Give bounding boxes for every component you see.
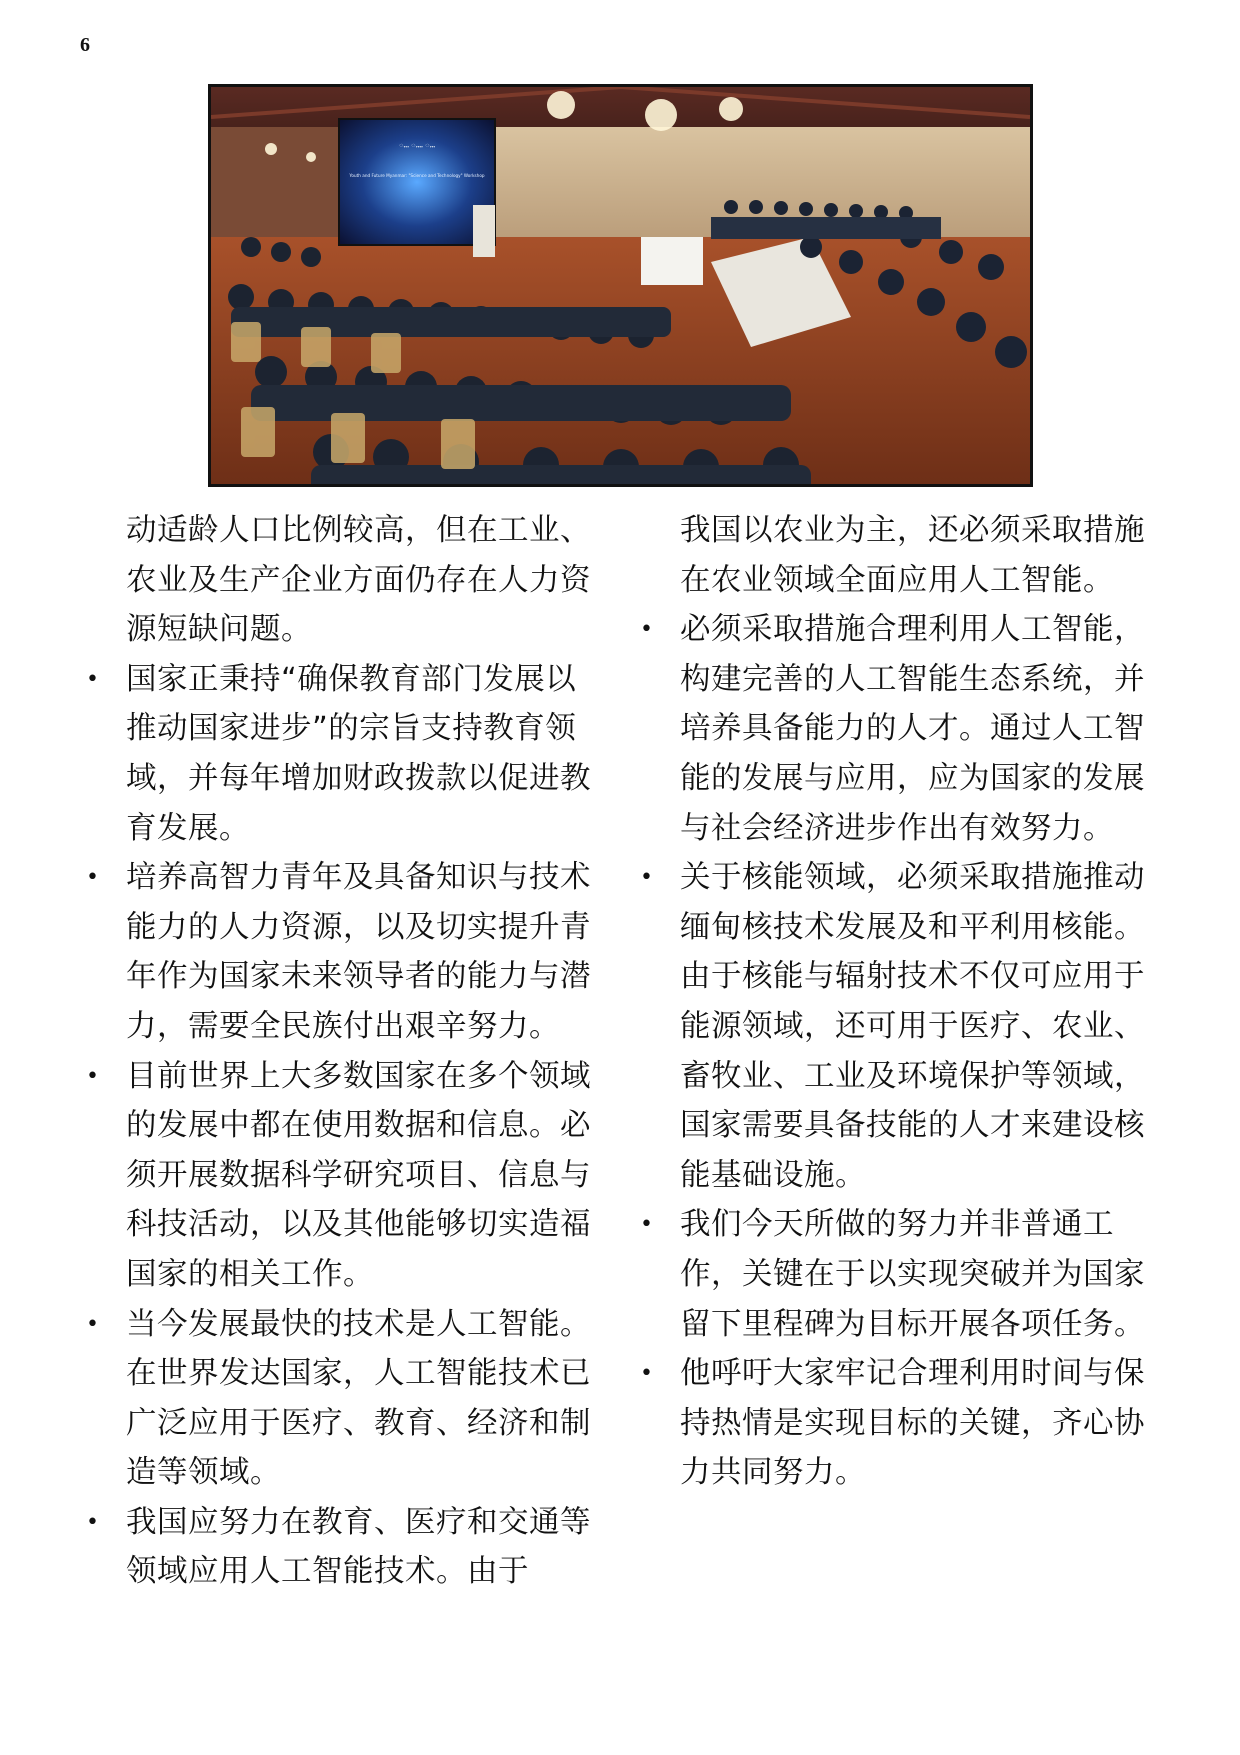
bullet-icon: • — [640, 1361, 654, 1387]
bullet-icon: • — [86, 1311, 100, 1337]
right-column — [634, 506, 1154, 1498]
workshop-photo-illustration — [211, 87, 1030, 484]
bullet-text: 目前世界上大多数国家在多个领域的发展中都在使用数据和信息。必须开展数据科学研究项目、信息与科技活动，以及其他能够切实造福国家的相关工作。 — [126, 1058, 591, 1292]
bullet-item — [634, 1200, 1154, 1349]
bullet-item — [80, 655, 600, 853]
bullet-item — [80, 1052, 600, 1300]
bullet-text: 他呼吁大家牢记合理利用时间与保持热情是实现目标的关键，齐心协力共同努力。 — [680, 1356, 1145, 1491]
paragraph-continuation — [634, 506, 1154, 605]
bullet-text: 当今发展最快的技术是人工智能。在世界发达国家，人工智能技术已广泛应用于医疗、教育、经济和制造等领域。 — [126, 1306, 591, 1491]
bullet-item — [634, 605, 1154, 853]
paragraph-text: 我国以农业为主，还必须采取措施在农业领域全面应用人工智能。 — [680, 513, 1145, 598]
bullet-item — [80, 1498, 600, 1597]
bullet-item — [634, 853, 1154, 1200]
paragraph-continuation — [80, 506, 600, 655]
bullet-text: 我国应努力在教育、医疗和交通等领域应用人工智能技术。由于 — [126, 1504, 591, 1590]
bullet-item — [634, 1349, 1154, 1498]
bullet-item — [80, 1300, 600, 1498]
page-number: 6 — [80, 34, 90, 56]
bullet-text: 我们今天所做的努力并非普通工作，关键在于以实现突破并为国家留下里程碑为目标开展各项任务。 — [680, 1207, 1145, 1342]
bullet-item — [80, 853, 600, 1051]
bullet-icon: • — [640, 865, 654, 891]
bullet-icon: • — [86, 1509, 100, 1535]
paragraph-text: 动适龄人口比例较高，但在工业、农业及生产企业方面仍存在人力资源短缺问题。 — [126, 513, 591, 648]
bullet-icon: • — [640, 617, 654, 643]
bullet-text: 培养高智力青年及具备知识与技术能力的人力资源，以及切实提升青年作为国家未来领导者的能力与潜力，需要全民族付出艰辛努力。 — [126, 860, 591, 1044]
bullet-icon: • — [86, 1063, 100, 1089]
bullet-text: 关于核能领域，必须采取措施推动缅甸核技术发展及和平利用核能。由于核能与辐射技术不仅可应用于能源领域，还可用于医疗、农业、畜牧业、工业及环境保护等领域，国家需要具备技能的人才来建设核能基础设施。 — [680, 860, 1145, 1193]
bullet-icon: • — [86, 666, 100, 692]
bullet-icon: • — [640, 1212, 654, 1238]
event-photo — [208, 84, 1033, 487]
bullet-text: 必须采取措施合理利用人工智能，构建完善的人工智能生态系统，并培养具备能力的人才。通过人工智能的发展与应用，应为国家的发展与社会经济进步作出有效努力。 — [680, 612, 1145, 846]
screen-title-burmese: ꩻꩻꩻ ꩻꩻꩻꩻ ꩻꩻꩻ — [399, 141, 435, 149]
bullet-text: 国家正秉持“确保教育部门发展以推动国家进步”的宗旨支持教育领域，并每年增加财政拨款以促进教育发展。 — [126, 661, 591, 846]
screen-title-english: Youth and Future Myanmar: "Science and Technology" Workshop — [349, 173, 485, 178]
left-column — [80, 506, 600, 1597]
bullet-icon: • — [86, 865, 100, 891]
